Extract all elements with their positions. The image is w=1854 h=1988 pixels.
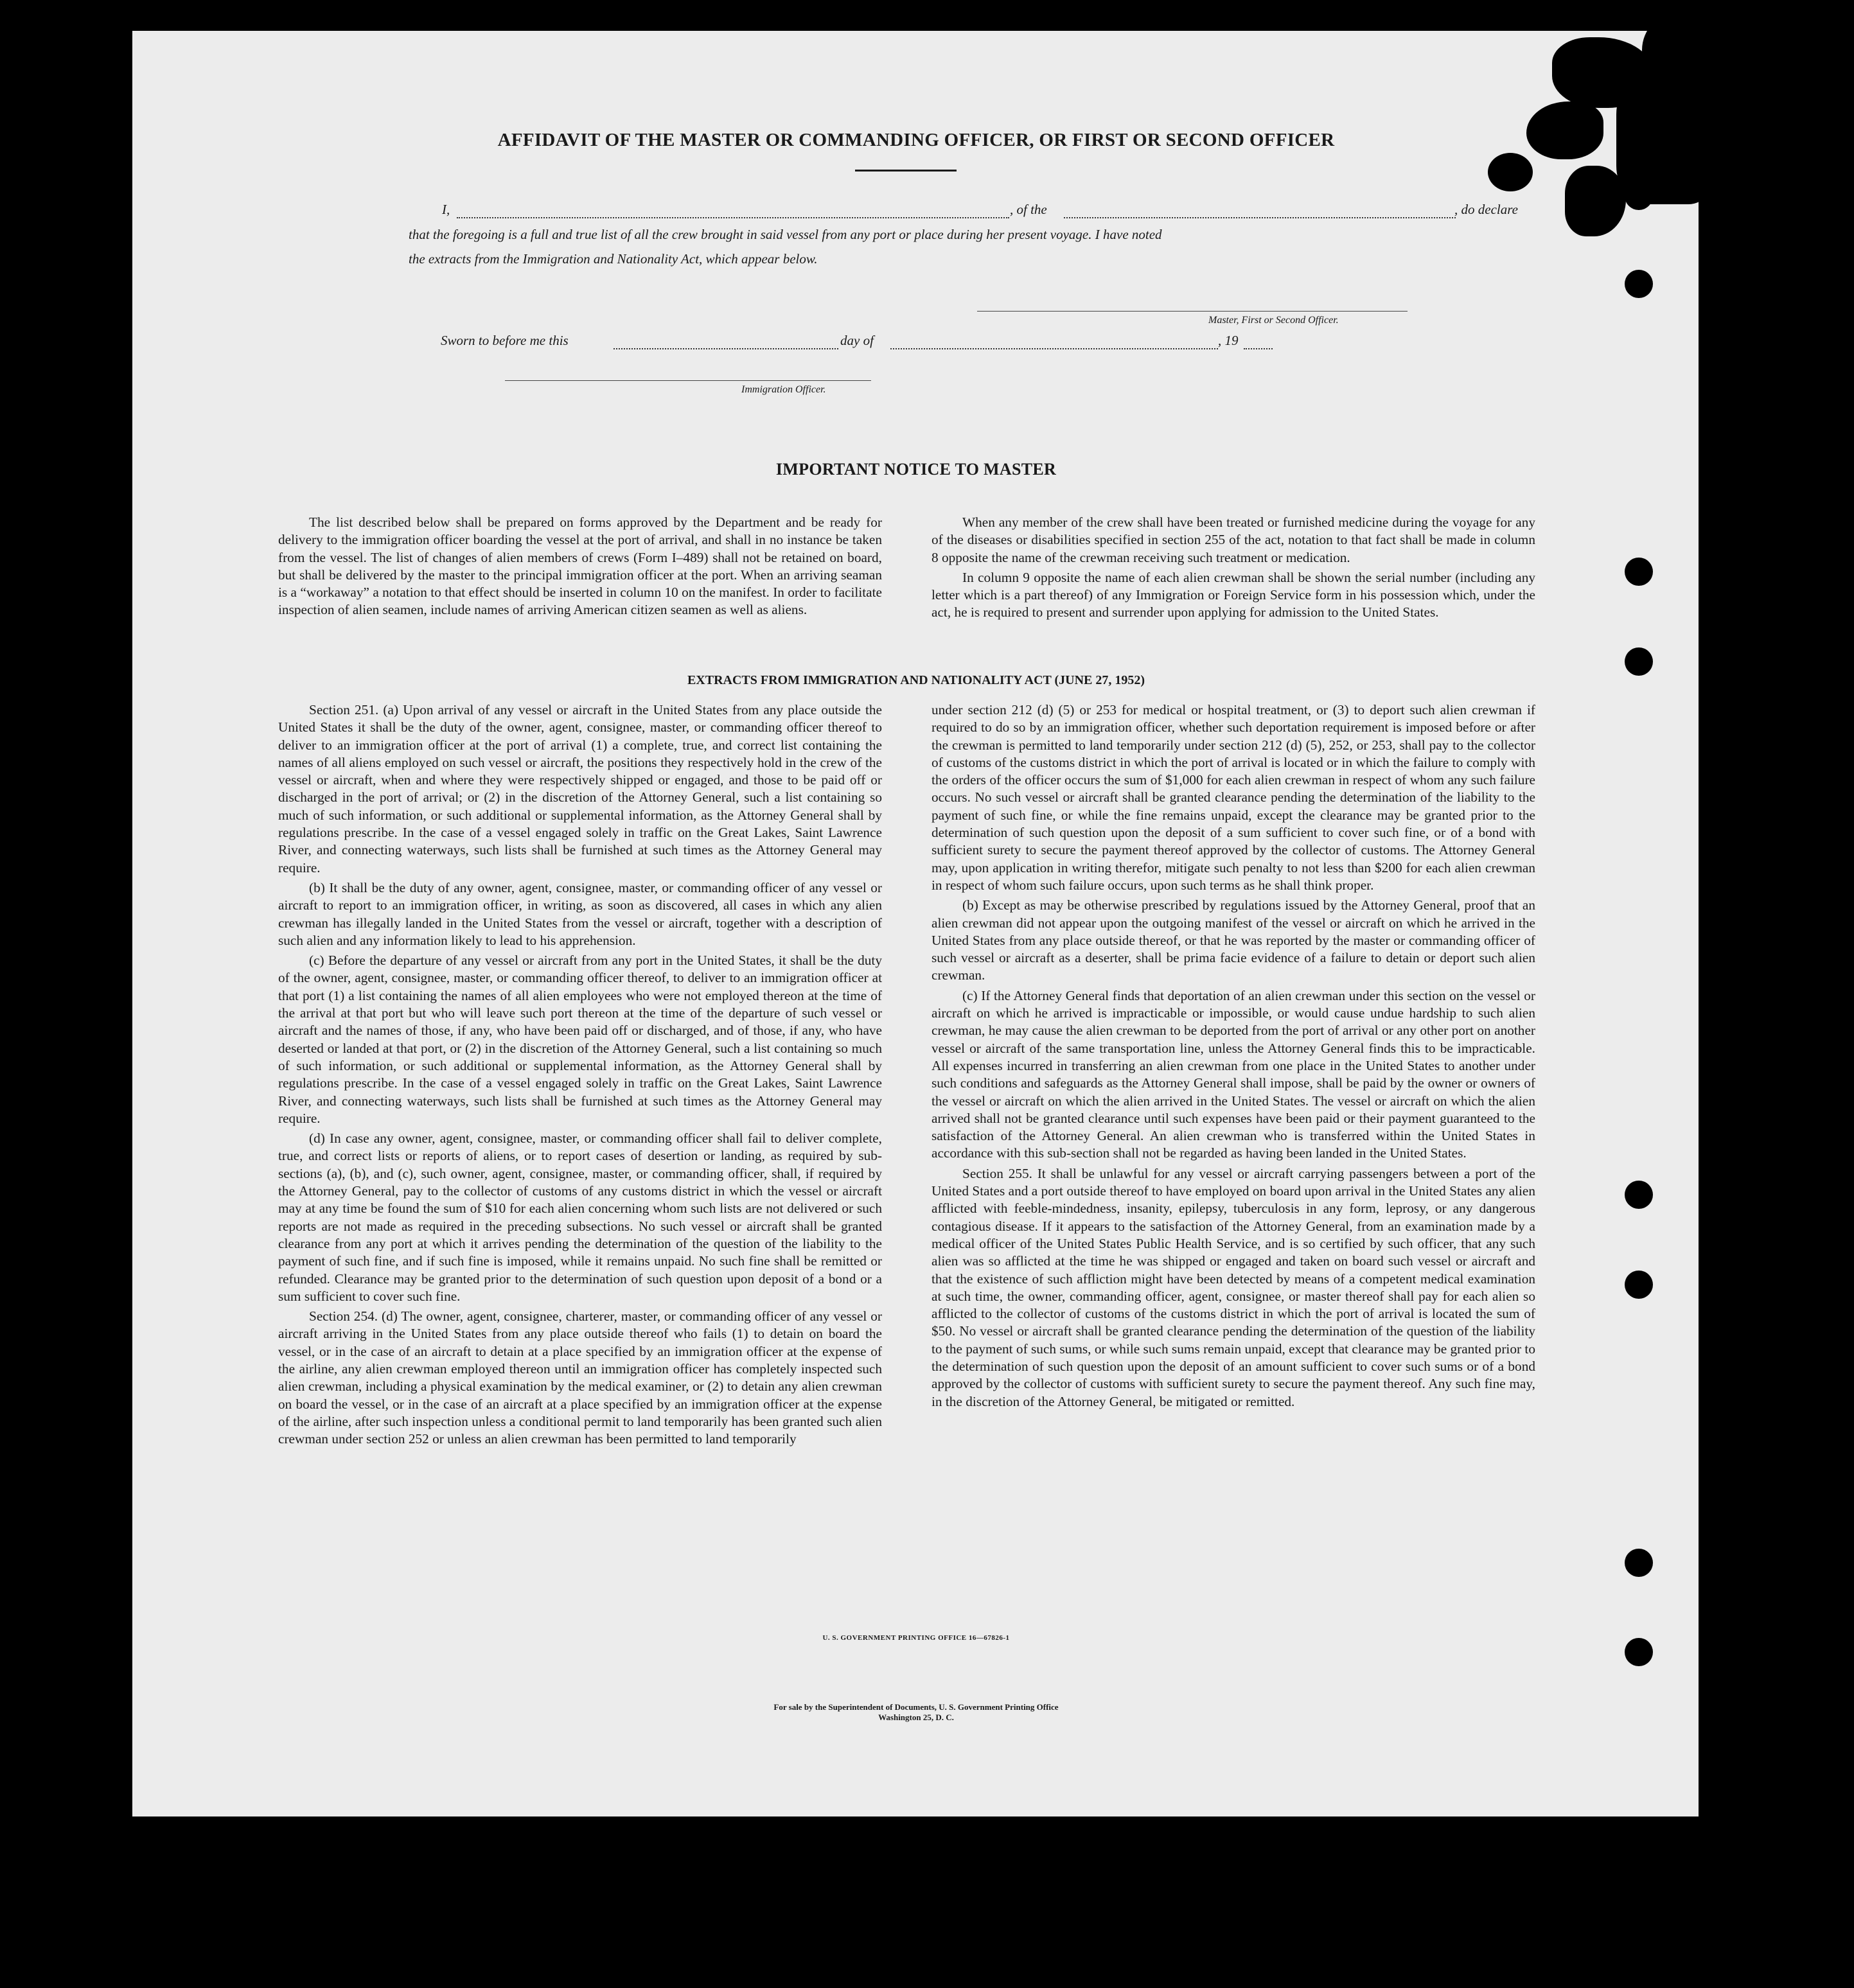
section-251-c: (c) Before the departure of any vessel or aircraft from any port in the United States, it shall be the duty of the owner, agent, consignee, master, or commanding officer thereof, to deliver to an immigration officer at that port (1) a list containing the names of all alien employees who were not employed thereon at the time of the arrival at that port but who will leave such port thereon at the time of the departure of such vessel or aircraft and the names of those, if any, who have been paid off or discharged, and of those, if any, who have deserted or landed at that port, or (2) in the discretion of the Attorney General, such a list containing so much of such information, or such additional or supplemental information, as the Attorney General shall by regulations prescribe. In the case of a vessel engaged solely in traffic on the Great Lakes, Saint Lawrence River, and connecting waterways, such lists shall be furnished at such times as the Attorney General may require. — [278, 953, 882, 1126]
extracts-title: EXTRACTS FROM IMMIGRATION AND NATIONALITY ACT (JUNE 27, 1952) — [687, 673, 1145, 687]
burn-damage — [1488, 153, 1533, 191]
punch-hole — [1625, 1638, 1653, 1666]
notice-right-paragraph-1: When any member of the crew shall have been treated or furnished medicine during the voyage for any of the diseases or disabilities specified in section 255 of the act, notation to that fact shall be made in column 8 opposite the name of the crewman receiving such treatment or medication. — [931, 515, 1535, 565]
section-254-b: (b) Except as may be otherwise prescribed by regulations issued by the Attorney General, proof that an alien crewman did not appear upon the outgoing manifest of the vessel or aircraft on which he arrived in the United States from any place outside thereof, or that he was reported by the master or commanding officer of such vessel or aircraft as a deserter, shall be prima facie evidence of a failure to detain or deport such alien crewman. — [931, 897, 1535, 983]
section-254-c: (c) If the Attorney General finds that deportation of an alien crewman under this section on the vessel or aircraft on which he arrived is impracticable or impossible, or would cause undue hardship to such alien crewman, he may cause the alien crewman to be deported from the port of arrival or any other port on another vessel or aircraft of the same transportation line, unless the Attorney General finds this to be impracticable. All expenses incurred in transferring an alien crewman from one place in the United States to another under such conditions and safeguards as the Attorney General shall impose, shall be paid by the owner or owners of the vessel or aircraft on which the alien arrived in the United States. The vessel or aircraft on which the alien arrived shall not be granted clearance until such expenses have been paid or their payment guaranteed to the satisfaction of the Attorney General. An alien crewman who is transferred within the United States in accordance with this sub-section shall not be regarded as having been landed in the United States. — [931, 987, 1535, 1161]
punch-hole — [1625, 1271, 1653, 1299]
punch-hole — [1625, 270, 1653, 298]
master-signature-label: Master, First or Second Officer. — [1208, 315, 1339, 326]
section-255: Section 255. It shall be unlawful for any vessel or aircraft carrying passengers between a port of the United States and a port outside thereof to have employed on board upon arrival in the United States any alien afflicted with feeble-mindedness, insanity, epilepsy, tuberculosis in any form, leprosy, or any dangerous contagious disease. If it appears to the satisfaction of the Attorney General, from an examination made by a medical officer of the United States Public Health Service, and is so certified by such officer, that any such alien was so afflicted at the time he was shipped or engaged and taken on board such vessel or aircraft and that the existence of such affliction might have been detected by means of a competent medical examination at such time, the owner, commanding officer, agent, consignee, or master thereof shall pay for each alien so afflicted to the collector of customs of the customs district in which the port of arrival is located the sum of $50. No vessel or aircraft shall be granted clearance pending the determination of the question of the liability to the payment of such sums, or while such sums remain unpaid, except that clearance may be granted prior to the determination of such question upon the deposit of an amount sufficient to cover such sums or of a bond approved by the collector of customs with sufficient surety to secure the payment thereof. Any such fine may, in the discretion of the Attorney General, be mitigated or remitted. — [931, 1165, 1535, 1409]
declarant-name-line[interactable] — [457, 217, 1009, 218]
vessel-name-line[interactable] — [1064, 217, 1456, 218]
section-251-b: (b) It shall be the duty of any owner, agent, consignee, master, or commanding officer of any vessel or aircraft to report to an immigration officer, in writing, as soon as discovered, all cases in which any alien crewman has illegally landed in the United States from the vessel or aircraft, together with a description of such alien and any information likely to lead to his apprehension. — [278, 879, 882, 948]
officer-signature-label: Immigration Officer. — [741, 384, 826, 395]
punch-hole — [1625, 1181, 1653, 1209]
burn-damage — [1526, 101, 1603, 159]
year-label: , 19 — [1218, 333, 1239, 348]
extracts-left-column — [278, 701, 882, 1448]
affidavit-i-label: I, — [442, 202, 450, 217]
sale-line-1: For sale by the Superintendent of Documents, U. S. Government Printing Office — [773, 1702, 1059, 1712]
section-251-a: Section 251. (a) Upon arrival of any vessel or aircraft in the United States from any place outside the United States it shall be the duty of the owner, agent, consignee, master, or commanding officer thereof to deliver to an immigration officer at the port of arrival (1) a complete, true, and correct list containing the names of all aliens employed on such vessel or aircraft, the positions they respectively hold in the crew of the vessel or aircraft, when and where they were respectively shipped or engaged, and those to be paid off or discharged in the port of arrival; or (2) in the discretion of the Attorney General, such a list containing so much of such information, or such additional or supplemental information, as the Attorney General shall by regulations prescribe. In the case of a vessel engaged solely in traffic on the Great Lakes, Saint Lawrence River, and connecting waterways, such lists shall be furnished at such times as the Attorney General may require. — [278, 702, 882, 875]
title-rule — [855, 170, 957, 172]
notice-left-column — [278, 514, 882, 619]
extracts-right-column — [931, 701, 1535, 1411]
notice-right-column — [931, 514, 1535, 622]
punch-hole — [1625, 647, 1653, 676]
punch-hole — [1625, 558, 1653, 586]
punch-hole — [1625, 1549, 1653, 1577]
affidavit-do-declare-label: , do declare — [1454, 202, 1518, 217]
sworn-year-line[interactable] — [1244, 348, 1273, 349]
burn-damage — [1565, 166, 1626, 236]
sale-line-2: Washington 25, D. C. — [878, 1712, 954, 1722]
affidavit-statement-line2: the extracts from the Immigration and Nationality Act, which appear below. — [409, 251, 818, 267]
section-254-continued: under section 212 (d) (5) or 253 for medical or hospital treatment, or (3) to deport such alien crewman if required to do so by an immigration officer, whether such deportation requirement is imposed before or after the crewman is permitted to land temporarily under section 212 (d) (5), 252, or 253, shall pay to the collector of customs of the customs district in which the port of arrival is located or in which the failure to comply with the orders of the officer occurs the sum of $1,000 for each alien crewman in respect of whom any such failure occurs. No such vessel or aircraft shall be granted clearance pending the determination of the liability to the payment of such fine, or while the fine remains unpaid, except the clearance may be granted prior to the determination of such question upon the deposit of a sum sufficient to cover such fine, or of a bond with sufficient surety to secure the payment thereof approved by the collector of customs. The Attorney General may, upon application in writing therefor, mitigate such penalty to not less than $200 for each alien crewman in respect of whom such failure occurs, upon such terms as he shall think proper. — [931, 702, 1535, 893]
affidavit-title: AFFIDAVIT OF THE MASTER OR COMMANDING OFFICER, OR FIRST OR SECOND OFFICER — [497, 130, 1335, 150]
day-of-label: day of — [840, 333, 874, 348]
notice-title: IMPORTANT NOTICE TO MASTER — [775, 460, 1057, 479]
sworn-day-line[interactable] — [614, 348, 838, 349]
affidavit-of-the-label: , of the — [1010, 202, 1047, 217]
notice-left-paragraph: The list described below shall be prepared on forms approved by the Department and be ready for delivery to the immigration officer boarding the vessel at the port of arrival, and shall in no instance be taken from the vessel. The list of changes of alien members of crews (Form I–489) shall not be retained on board, but shall be delivered by the master to the principal immigration officer at the port. When an arriving seaman is a “workaway” a notation to that effect should be inserted in column 10 on the manifest. In order to facilitate inspection of alien seamen, include names of arriving American citizen seamen as well as aliens. — [278, 515, 882, 618]
section-254-d: Section 254. (d) The owner, agent, consignee, charterer, master, or commanding officer of any vessel or aircraft arriving in the United States from any place outside thereof who fails (1) to detain on board the vessel, or in the case of an aircraft to detain at a place specified by an immigration officer at the expense of the airline, any alien crewman employed thereon until an immigration officer has completely inspected such alien crewman, including a physical examination by the medical examiner, or (2) to detain any alien crewman on board the vessel, or in the case of an aircraft at a place specified by an immigration officer at the expense of the airline, after such inspection unless a conditional permit to land temporarily has been granted such alien crewman under section 252 or unless an alien crewman has been permitted to land temporarily — [278, 1308, 882, 1447]
printer-line: U. S. GOVERNMENT PRINTING OFFICE 16—67826-1 — [822, 1634, 1010, 1642]
punch-hole — [1625, 182, 1653, 210]
section-251-d: (d) In case any owner, agent, consignee, master, or commanding officer shall fail to deliver complete, true, and correct lists or reports of aliens, or to report cases of desertion or landing, as required by sub-sections (a), (b), and (c), such owner, agent, consignee, master, or commanding officer, shall, if required by the Attorney General, pay to the collector of customs of any customs district in which the vessel or aircraft may at any time be found the sum of $10 for each alien concerning whom such lists are not delivered or such reports are not made as required in the preceding subsections. No such vessel or aircraft shall be granted clearance from any port at which it arrives pending the determination of the question of the liability to the payment of such fine, and if such fine is imposed, while it remains unpaid. No such fine shall be remitted or refunded. Clearance may be granted prior to the determination of such question upon deposit of a bond or a sum sufficient to cover such fine. — [278, 1130, 882, 1304]
document-page — [132, 31, 1699, 1816]
affidavit-statement-line1: that the foregoing is a full and true list of all the crew brought in said vessel from any port or place during her present voyage. I have noted — [409, 227, 1162, 242]
officer-signature-line[interactable] — [505, 380, 871, 381]
sworn-label: Sworn to before me this — [441, 333, 569, 348]
sworn-month-line[interactable] — [890, 348, 1218, 349]
notice-right-paragraph-2: In column 9 opposite the name of each alien crewman shall be shown the serial number (including any letter which is a part thereof) of any Immigration or Foreign Service form in his possession which, under the act, he is required to present and surrender upon applying for admission to the United States. — [931, 569, 1535, 620]
master-signature-line[interactable] — [977, 311, 1408, 312]
